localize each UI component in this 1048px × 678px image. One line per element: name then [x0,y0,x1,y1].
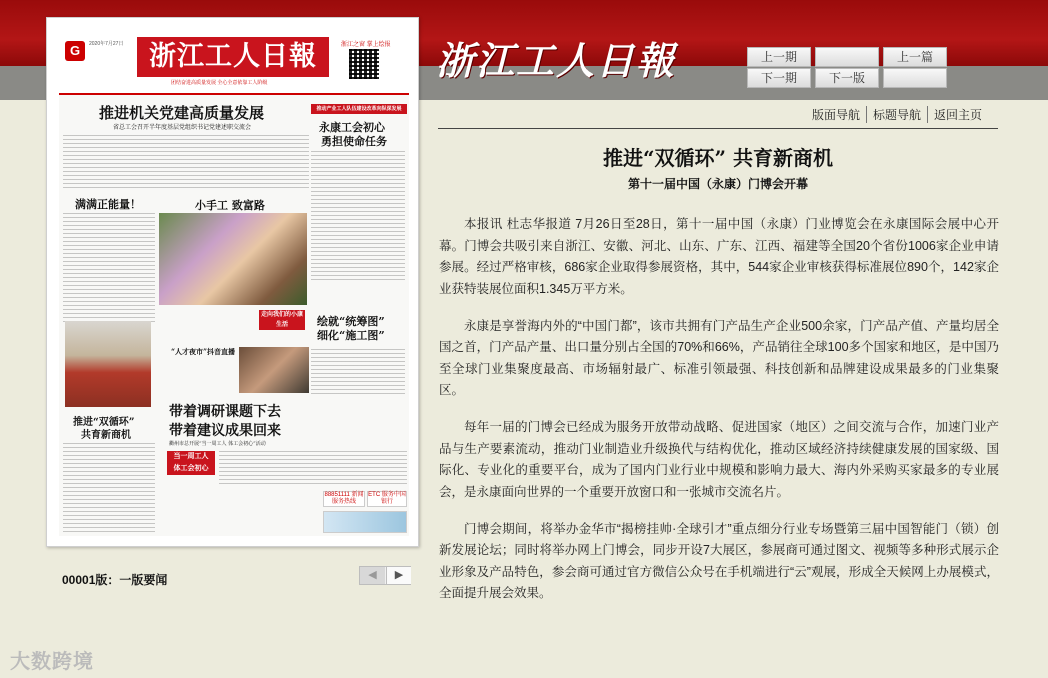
next-page-arrow-icon[interactable]: ▶ [386,567,411,584]
newspaper-page-image[interactable] [59,31,409,536]
paper-headline-plan-2: 细化“施工图” [317,329,385,342]
newspaper-page-frame [46,17,419,547]
paper-text-block [63,135,309,190]
paper-red-box-line-2: 体工会初心 [173,465,209,472]
paper-ad-hotline[interactable]: 88851111 新闻服务热线 [324,492,364,505]
paper-headline-research-1[interactable]: 带着调研课题下去 [169,404,281,420]
paper-headline-research-2: 带着建议成果回来 [169,423,281,439]
article-paragraph: 永康是享誉海内外的“中国门都”，该市共拥有门产品生产企业500余家，门产品产值、产量均居全国之首，门产品产量、出口量分别占全国的70%和66%，产品销往全球100多个国家和地区，是中国乃至全球门业集聚度最高、市场辐射最广、标准引领最强、科技创新和品牌建设成果最多的门业集聚区。 [439,318,999,397]
paper-red-box [167,451,215,475]
paper-headline-positive[interactable]: 满满正能量！ [75,198,141,211]
blank-nav-button-2 [883,68,947,88]
prev-page-arrow-icon[interactable]: ◀ [360,567,385,584]
person-photo[interactable] [65,321,151,407]
next-page-button[interactable]: 下一版 [815,68,879,88]
paper-side-headline-2: 勇担使命任务 [321,135,387,148]
paper-text-block [311,349,405,395]
prev-article-button[interactable]: 上一篇 [883,47,947,67]
section-nav [806,106,988,123]
paper-headline-craft[interactable]: 小手工 致富路 [195,199,265,212]
paper-headline-research-sub: 衢州市总开展“当一周工人 体工会初心”活动 [169,441,266,447]
qr-code-icon [349,49,379,79]
paper-headline-plan-1[interactable]: 绘就“统筹图” [317,315,385,328]
paper-header [59,31,409,95]
paper-ad-etc[interactable]: ETC 服务中国银行 [368,492,406,505]
nav-page-navigation[interactable]: 版面导航 [806,106,867,123]
paper-ad-bank[interactable] [323,511,407,533]
issue-label: 00001版：一版要闻 [62,573,168,587]
article-body [439,214,999,620]
article-paragraph: 本报讯 杜志华报道 7月26日至28日，第十一届中国（永康）门业博览会在永康国际会展中心开幕。门博会共吸引来自浙江、安徽、河北、山东、广东、江西、福建等全国20个省份1006家企业申请参展。经过严格审核，686家企业取得参展资格，其中，544家企业审核获得标准展位890个，142家企业获特装展位面积1.345万平方米。 [439,217,999,296]
paper-headline-double-1[interactable]: 推进“双循环” [73,417,135,428]
article-title: 推进“双循环” 共育新商机 [603,146,833,170]
nav-title-navigation[interactable]: 标题导航 [867,106,928,123]
article-paragraph: 门博会期间，将举办金华市“揭榜挂帅·全球引才”重点细分行业专场暨第三届中国智能门（锁）创新发展论坛；同时将举办网上门博会，同步开设7大展区，参展商可通过图文、视频等多种形式展示企业形象及产品特色，参会商可通过官方微信公众号在手机端进行“云”观展，形成全天候网上办展模式，全面提升展会效果。 [439,521,999,600]
livestream-photo[interactable] [239,347,309,393]
nav-divider [438,128,998,129]
paper-text-block [219,451,407,487]
blank-nav-button [815,47,879,67]
paper-logo-icon: G [65,41,85,61]
paper-text-block [63,443,155,533]
page-pager [359,566,411,585]
paper-text-block [311,151,405,281]
next-issue-button[interactable]: 下一期 [747,68,811,88]
paper-title: 浙江工人日報 [137,37,329,77]
paper-headline-live: “人才夜市”抖音直播 [171,347,236,356]
watermark-logo: 大数跨境 [10,651,94,673]
paper-slogan: 团结奋进高质量发展 全心全意依靠工人阶级 [171,80,268,86]
paper-text-block [63,213,155,323]
paper-column-tag: 走向我们的小康生活 [260,312,303,328]
paper-headline-double-2: 共育新商机 [81,430,131,441]
paper-side-tag: 推动产业工人队伍建设改革向纵深发展 [311,104,407,114]
prev-issue-button[interactable]: 上一期 [747,47,811,67]
paper-date: 2020年7月27日 [89,41,124,47]
nav-home[interactable]: 返回主页 [934,108,983,122]
paper-headline-lead[interactable]: 推进机关党建高质量发展 [99,104,265,122]
paper-headline-lead-sub: 省总工会召开半年度基层党组织书记党建述职交流会 [113,124,252,131]
masthead-logo: 浙江工人日報 [436,38,677,83]
craft-photo[interactable] [159,213,307,305]
paper-red-box-line-1: 当一周工人 [173,453,209,460]
paper-side-headline-1[interactable]: 永康工会初心 [319,121,385,134]
article-subtitle: 第十一届中国（永康）门博会开幕 [627,177,808,191]
article-paragraph: 每年一届的门博会已经成为服务开放带动战略、促进国家（地区）之间交流与合作，加速门业产品与生产要素流动，推动门业制造业升级换代与结构优化，推动区域经济持续健康发展的国家级、国际化、专业化的重要平台，成为了国内门业行业中规模和影响力最大、海内外采购买家最多的专业展会，是永康面向世界的一个重要开放窗口和一张城市交流名片。 [439,420,999,499]
paper-promo: 浙江之窗 掌上绘报 [341,42,391,48]
